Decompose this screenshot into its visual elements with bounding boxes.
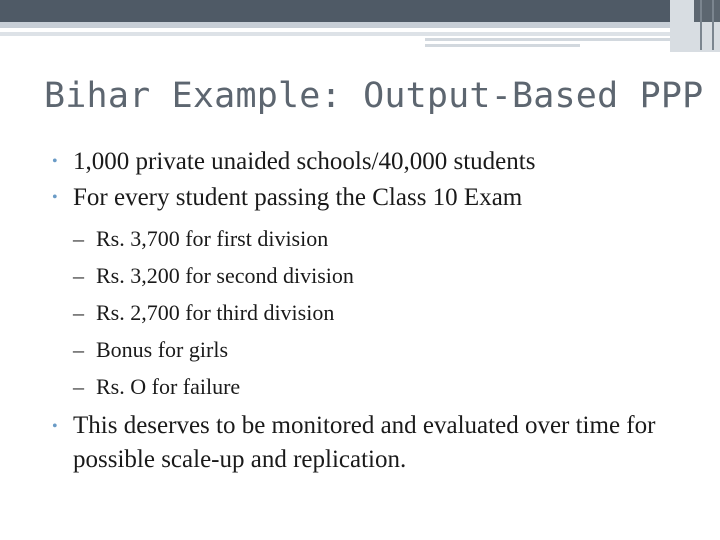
bullet-item [0, 180, 693, 216]
sub-bullet-item [0, 294, 720, 331]
dash-icon: – [73, 374, 84, 399]
sub-bullet-item [0, 331, 720, 368]
sub-bullet-text: Rs. O for failure [96, 374, 241, 399]
sub-bullet-item [0, 368, 720, 405]
bullet-icon: • [52, 153, 58, 170]
sub-bullet-item [0, 257, 720, 294]
bullet-icon: • [52, 189, 58, 206]
sub-bullet-list [0, 216, 720, 409]
bullet-item [0, 144, 693, 180]
header-stripe [425, 38, 675, 41]
sub-bullet-text: Rs. 3,700 for first division [96, 226, 329, 251]
sub-bullet-item [0, 220, 720, 257]
bullet-icon: • [52, 418, 58, 435]
bullet-text: This deserves to be monitored and evaluated over time for possible scale-up and replication. [73, 412, 656, 473]
sub-bullet-text: Bonus for girls [96, 337, 228, 362]
header-band-light-lower [0, 32, 720, 36]
dash-icon: – [73, 337, 84, 362]
dash-icon: – [73, 226, 84, 251]
dash-icon: – [73, 300, 84, 325]
dash-icon: – [73, 263, 84, 288]
sub-bullet-text: Rs. 2,700 for third division [96, 300, 335, 325]
header-corner-dark [694, 0, 720, 22]
slide-title: Bihar Example: Output-Based PPP [44, 76, 704, 116]
slide-body [0, 144, 720, 477]
header-corner-line [700, 0, 702, 50]
header-stripe [425, 44, 580, 47]
sub-bullet-text: Rs. 3,200 for second division [96, 263, 354, 288]
bullet-item [0, 409, 693, 477]
header-decoration [0, 0, 720, 52]
header-band-dark [0, 0, 720, 22]
bullet-text: For every student passing the Class 10 Exam [73, 184, 523, 211]
header-corner-line [712, 0, 714, 50]
bullet-text: 1,000 private unaided schools/40,000 students [73, 148, 536, 175]
